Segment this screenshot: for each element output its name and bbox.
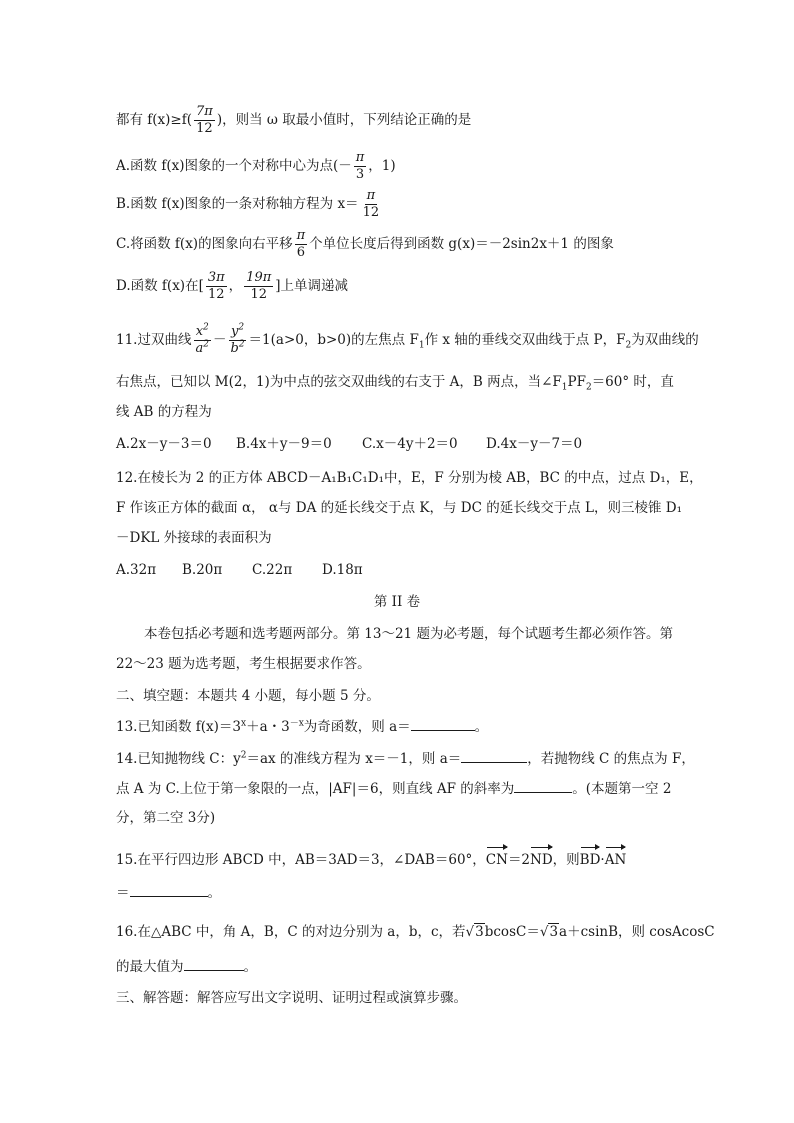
vector-bd: BD [579,852,601,868]
text: 。 [243,959,257,975]
text: y [230,324,239,339]
text: a＋csinB，则 cosAcosC [559,924,715,940]
text: ＝60° 时，直 [591,374,674,390]
radicand: 3 [549,924,559,940]
frac-den: 6 [296,245,305,260]
q10-option-a [116,150,396,183]
option-d: D.18π [322,562,363,578]
q12-line-3: －DKL 外接球的表面积为 [116,530,272,546]
text: B.函数 f(x)图象的一条对称轴方程为 x＝ [116,196,359,212]
superscript: 2 [240,750,247,761]
frac-den: 12 [250,287,267,302]
text: 13.已知函数 f(x)＝3 [116,719,241,735]
vector-nd: ND [530,852,553,868]
frac-den: 12 [207,287,225,302]
text: ]上单调递减 [275,278,349,294]
text: C.将函数 f(x)的图象向右平移 [116,236,293,252]
answer-blank[interactable] [130,882,208,897]
q11-line-2: 右焦点，已知以 M(2，1)为中点的弦交双曲线的右支于 A，B 两点，当$\angle F_1PF_2=60^\circ$ 时，直 [116,374,674,393]
q10-option-d [116,270,348,303]
text: 作 x 轴的垂线交双曲线于点 P，F [424,332,626,348]
option-a: A.32π [116,562,157,578]
text: ＝ [116,885,130,901]
text: D.函数 f(x)在[ [116,278,204,294]
intro-line-1: 本卷包括必考题和选考题两部分。第 13～21 题为必考题，每个试题考生都必须作答。第 [144,626,673,642]
q12-line-2: F 作该正方体的截面 α， α与 DA 的延长线交于点 K，与 DC 的延长线交于点 L，则三棱锥 D₁ [116,500,683,516]
text: A.函数 f(x)图象的一个对称中心为点(－ [116,158,352,174]
q10-stem [116,104,471,137]
text: b [230,341,239,356]
answer-blank[interactable] [184,956,244,971]
fraction [193,324,211,357]
fraction [295,228,308,261]
q11-line-1: 11.过双曲线 $\frac{x^2}{a^2}$ － $\frac{y^2}{b^2}$ ＝1(a>0，b>0)的左焦点 $F_1$作 x 轴的垂线交双曲线于点 P，$F_2$为双曲线的 [116,322,699,356]
text: ，若抛物线 C 的焦点为 F， [527,751,695,767]
text: · [600,852,605,868]
text: 16.在△ABC 中，角 A，B，C 的对边分别为 a，b，c，若 [116,924,466,940]
text: 为双曲线的 [631,332,699,348]
text: ＝ax 的准线方程为 x＝－1，则 a＝ [246,751,462,767]
intro-line-2: 22～23 题为选考题，考生根据要求作答。 [116,656,371,672]
q11-line-3: 线 AB 的方程为 [116,404,212,420]
q16-line-1 [116,922,715,942]
q12-line-1: 12.在棱长为 2 的正方体 ABCD－A₁B₁C₁D₁中，E，F 分别为棱 AB，BC 的中点，过点 D₁，E， [116,470,703,486]
fraction [244,270,273,303]
text: ＝2 [507,852,531,868]
q16-line-2 [116,956,257,977]
q12-options [116,560,363,580]
answer-blank[interactable] [411,716,475,731]
text: PF [567,374,586,390]
frac-den: $a^2$ [195,339,209,356]
q11-options [116,434,582,454]
text: 点 A 为 C.上位于第一象限的一点，|AF|＝6，则直线 AF 的斜率为 [116,781,515,797]
option-c: C.x－4y＋2＝0 [362,436,458,452]
frac-num: π [355,150,365,165]
fraction [354,150,367,183]
option-d: D.4x－y－7＝0 [486,436,583,452]
frac-num: 19π [246,270,272,285]
q14-line-2 [116,778,671,799]
answer-blank[interactable] [461,748,527,763]
q10-option-c [116,228,614,261]
text: 为奇函数，则 a＝ [303,719,411,735]
text: ，则 [552,852,580,868]
frac-num: π [296,228,306,243]
text: 。(本题第一空 2 [572,781,672,797]
text: a [195,341,204,356]
text: ＋a・3 [246,719,290,735]
q10-stem-pre: 都有 f(x)≥f( [116,112,193,128]
superscript: －x [289,718,304,729]
fraction [361,188,382,221]
q15-line-1 [116,850,626,870]
section-3-heading: 三、解答题：解答应写出文字说明、证明过程或演算步骤。 [116,990,467,1006]
sqrt: √3 [465,924,484,940]
superscript: x [241,718,247,729]
frac-num: $y^2$ [230,322,245,339]
text: 。 [207,885,221,901]
frac-num: 7π [196,104,213,119]
q10-stem-post: )，则当 ω 取最小值时，下列结论正确的是 [216,112,472,128]
text: ＝1(a>0，b>0)的左焦点 F [248,332,419,348]
q10-option-b [116,188,383,221]
frac-num: π [366,188,376,203]
option-b: B.4x＋y－9＝0 [236,436,332,452]
frac-den: 12 [196,121,213,136]
fraction [194,104,215,137]
text: 的最大值为 [116,959,184,975]
text: ，1) [368,158,396,174]
option-a: A.2x－y－3＝0 [116,436,212,452]
text: 。 [474,719,489,735]
frac-den: $b^2$ [230,339,245,356]
option-c: C.22π [252,562,293,578]
text: 个单位长度后得到函数 g(x)＝－2sin2x＋1 的图象 [309,236,614,252]
fraction [206,270,227,303]
text: 15.在平行四边形 ABCD 中，AB＝3AD＝3，∠DAB＝60°， [116,852,486,868]
text: bcosC＝ [484,924,540,940]
frac-num: $x^2$ [195,322,209,339]
frac-den: 3 [355,167,365,182]
text: － [212,332,227,348]
radicand: 3 [475,924,484,940]
text: 14.已知抛物线 C：y [116,751,241,767]
text: x [195,324,204,339]
part2-title: 第 II 卷 [373,594,421,610]
vector-an: AN [604,852,627,868]
text: 11.过双曲线 [116,332,192,348]
q14-line-3: 分，第二空 3分) [116,810,216,826]
q14-line-1 [116,748,695,769]
text: ， [228,278,243,294]
q13 [116,716,488,737]
section-2-heading: 二、填空题：本题共 4 小题，每小题 5 分。 [116,688,380,704]
option-b: B.20π [182,562,223,578]
sqrt: √3 [539,924,559,940]
vector-cn: CN [485,852,508,868]
text: 右焦点，已知以 M(2，1)为中点的弦交双曲线的右支于 A，B 两点，当∠F [116,374,562,390]
frac-den: 12 [362,205,380,220]
frac-num: 3π [207,270,225,285]
fraction [228,324,246,357]
q15-line-2 [116,882,221,903]
answer-blank[interactable] [514,778,572,793]
